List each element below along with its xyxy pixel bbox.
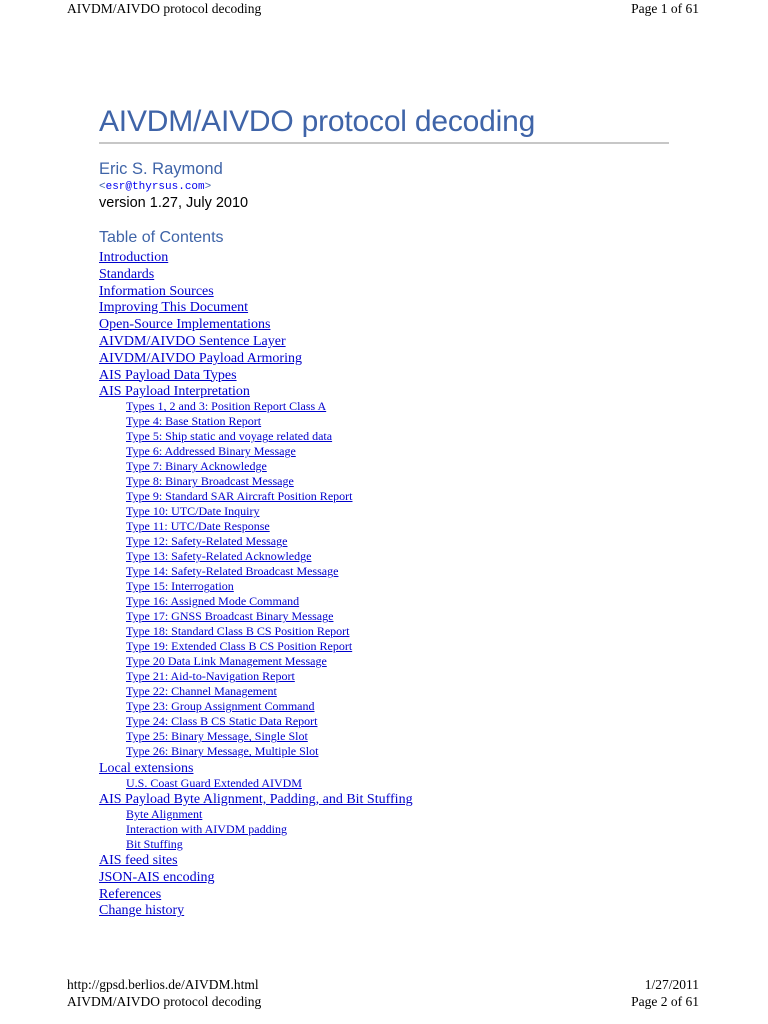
- email-address[interactable]: esr@thyrsus.com: [105, 181, 205, 193]
- toc-sublink[interactable]: Bit Stuffing: [126, 836, 183, 851]
- page-header-title: AIVDM/AIVDO protocol decoding: [67, 1, 262, 16]
- toc-sublink[interactable]: U.S. Coast Guard Extended AIVDM: [126, 775, 302, 790]
- toc-sublink[interactable]: Type 10: UTC/Date Inquiry: [126, 504, 260, 519]
- page-header-number: Page 1 of 61: [631, 1, 699, 16]
- toc-sublink[interactable]: Types 1, 2 and 3: Position Report Class A: [126, 399, 327, 414]
- toc-sublink[interactable]: Type 8: Binary Broadcast Message: [126, 474, 294, 489]
- toc-sublink[interactable]: Type 25: Binary Message, Single Slot: [126, 729, 308, 744]
- toc-sublink[interactable]: Type 23: Group Assignment Command: [126, 699, 315, 714]
- toc-link[interactable]: AIVDM/AIVDO Payload Armoring: [99, 350, 302, 366]
- toc-link[interactable]: AIS Payload Interpretation: [99, 384, 250, 400]
- toc-link[interactable]: AIS Payload Byte Alignment, Padding, and Bit Stuffing: [99, 791, 413, 807]
- email-close-bracket: >: [204, 181, 212, 193]
- toc-link[interactable]: JSON-AIS encoding: [99, 869, 215, 885]
- toc-sublink[interactable]: Type 5: Ship static and voyage related data: [126, 429, 333, 444]
- toc-link[interactable]: Information Sources: [99, 283, 214, 299]
- toc-sublink[interactable]: Type 20 Data Link Management Message: [126, 654, 327, 669]
- toc-link[interactable]: AIS feed sites: [99, 853, 178, 868]
- toc-link[interactable]: Improving This Document: [99, 300, 249, 316]
- toc-sublink[interactable]: Type 24: Class B CS Static Data Report: [126, 714, 318, 729]
- toc-sublink[interactable]: Type 16: Assigned Mode Command: [126, 594, 300, 609]
- version-line: version 1.27, July 2010: [99, 195, 249, 211]
- next-page-header-number: Page 2 of 61: [631, 994, 699, 1009]
- toc-sublink[interactable]: Type 22: Channel Management: [126, 684, 277, 699]
- toc-sublink[interactable]: Type 19: Extended Class B CS Position Report: [126, 639, 353, 654]
- toc-link[interactable]: References: [99, 886, 162, 902]
- page-header: [67, 1, 699, 17]
- toc-sublink[interactable]: Type 7: Binary Acknowledge: [126, 459, 267, 474]
- toc-heading: Table of Contents: [99, 229, 224, 246]
- toc-link[interactable]: Change history: [99, 903, 185, 919]
- footer-url: http://gpsd.berlios.de/AIVDM.html: [67, 977, 259, 992]
- toc-sublink[interactable]: Type 12: Safety-Related Message: [126, 534, 288, 549]
- toc-sublink[interactable]: Type 6: Addressed Binary Message: [126, 444, 296, 459]
- toc-sublink[interactable]: Type 9: Standard SAR Aircraft Position Report: [126, 489, 353, 504]
- author-email[interactable]: [99, 180, 211, 194]
- toc-sublink[interactable]: Type 11: UTC/Date Response: [126, 519, 270, 534]
- toc-sublink[interactable]: Type 4: Base Station Report: [126, 414, 262, 429]
- toc-sublink[interactable]: Type 15: Interrogation: [126, 579, 234, 594]
- toc-sublink[interactable]: Byte Alignment: [126, 806, 203, 821]
- toc-link[interactable]: Open-Source Implementations: [99, 317, 271, 333]
- toc-sublink[interactable]: Interaction with AIVDM padding: [126, 821, 287, 836]
- toc-link[interactable]: AIS Payload Data Types: [99, 367, 237, 383]
- toc-link[interactable]: Standards: [99, 266, 155, 282]
- toc-sublink[interactable]: Type 13: Safety-Related Acknowledge: [126, 549, 312, 564]
- title-rule: [99, 142, 669, 144]
- next-page-header-title: AIVDM/AIVDO protocol decoding: [67, 994, 262, 1009]
- author-name: Eric S. Raymond: [99, 160, 223, 178]
- toc-sublink[interactable]: Type 18: Standard Class B CS Position Report: [126, 624, 350, 639]
- toc-link[interactable]: AIVDM/AIVDO Sentence Layer: [99, 334, 286, 349]
- toc-sublink[interactable]: Type 14: Safety-Related Broadcast Message: [126, 564, 339, 579]
- email-open-bracket: <: [99, 181, 106, 193]
- footer-date: 1/27/2011: [644, 977, 699, 992]
- document-title: AIVDM/AIVDO protocol decoding: [99, 105, 536, 138]
- toc-link[interactable]: Local extensions: [99, 760, 194, 776]
- toc-link[interactable]: Introduction: [99, 250, 169, 265]
- toc-sublink[interactable]: Type 26: Binary Message, Multiple Slot: [126, 744, 319, 759]
- toc-sublink[interactable]: Type 17: GNSS Broadcast Binary Message: [126, 609, 334, 624]
- page-footer: [67, 977, 699, 993]
- next-page-header: [67, 994, 699, 1010]
- toc-sublink[interactable]: Type 21: Aid-to-Navigation Report: [126, 669, 295, 684]
